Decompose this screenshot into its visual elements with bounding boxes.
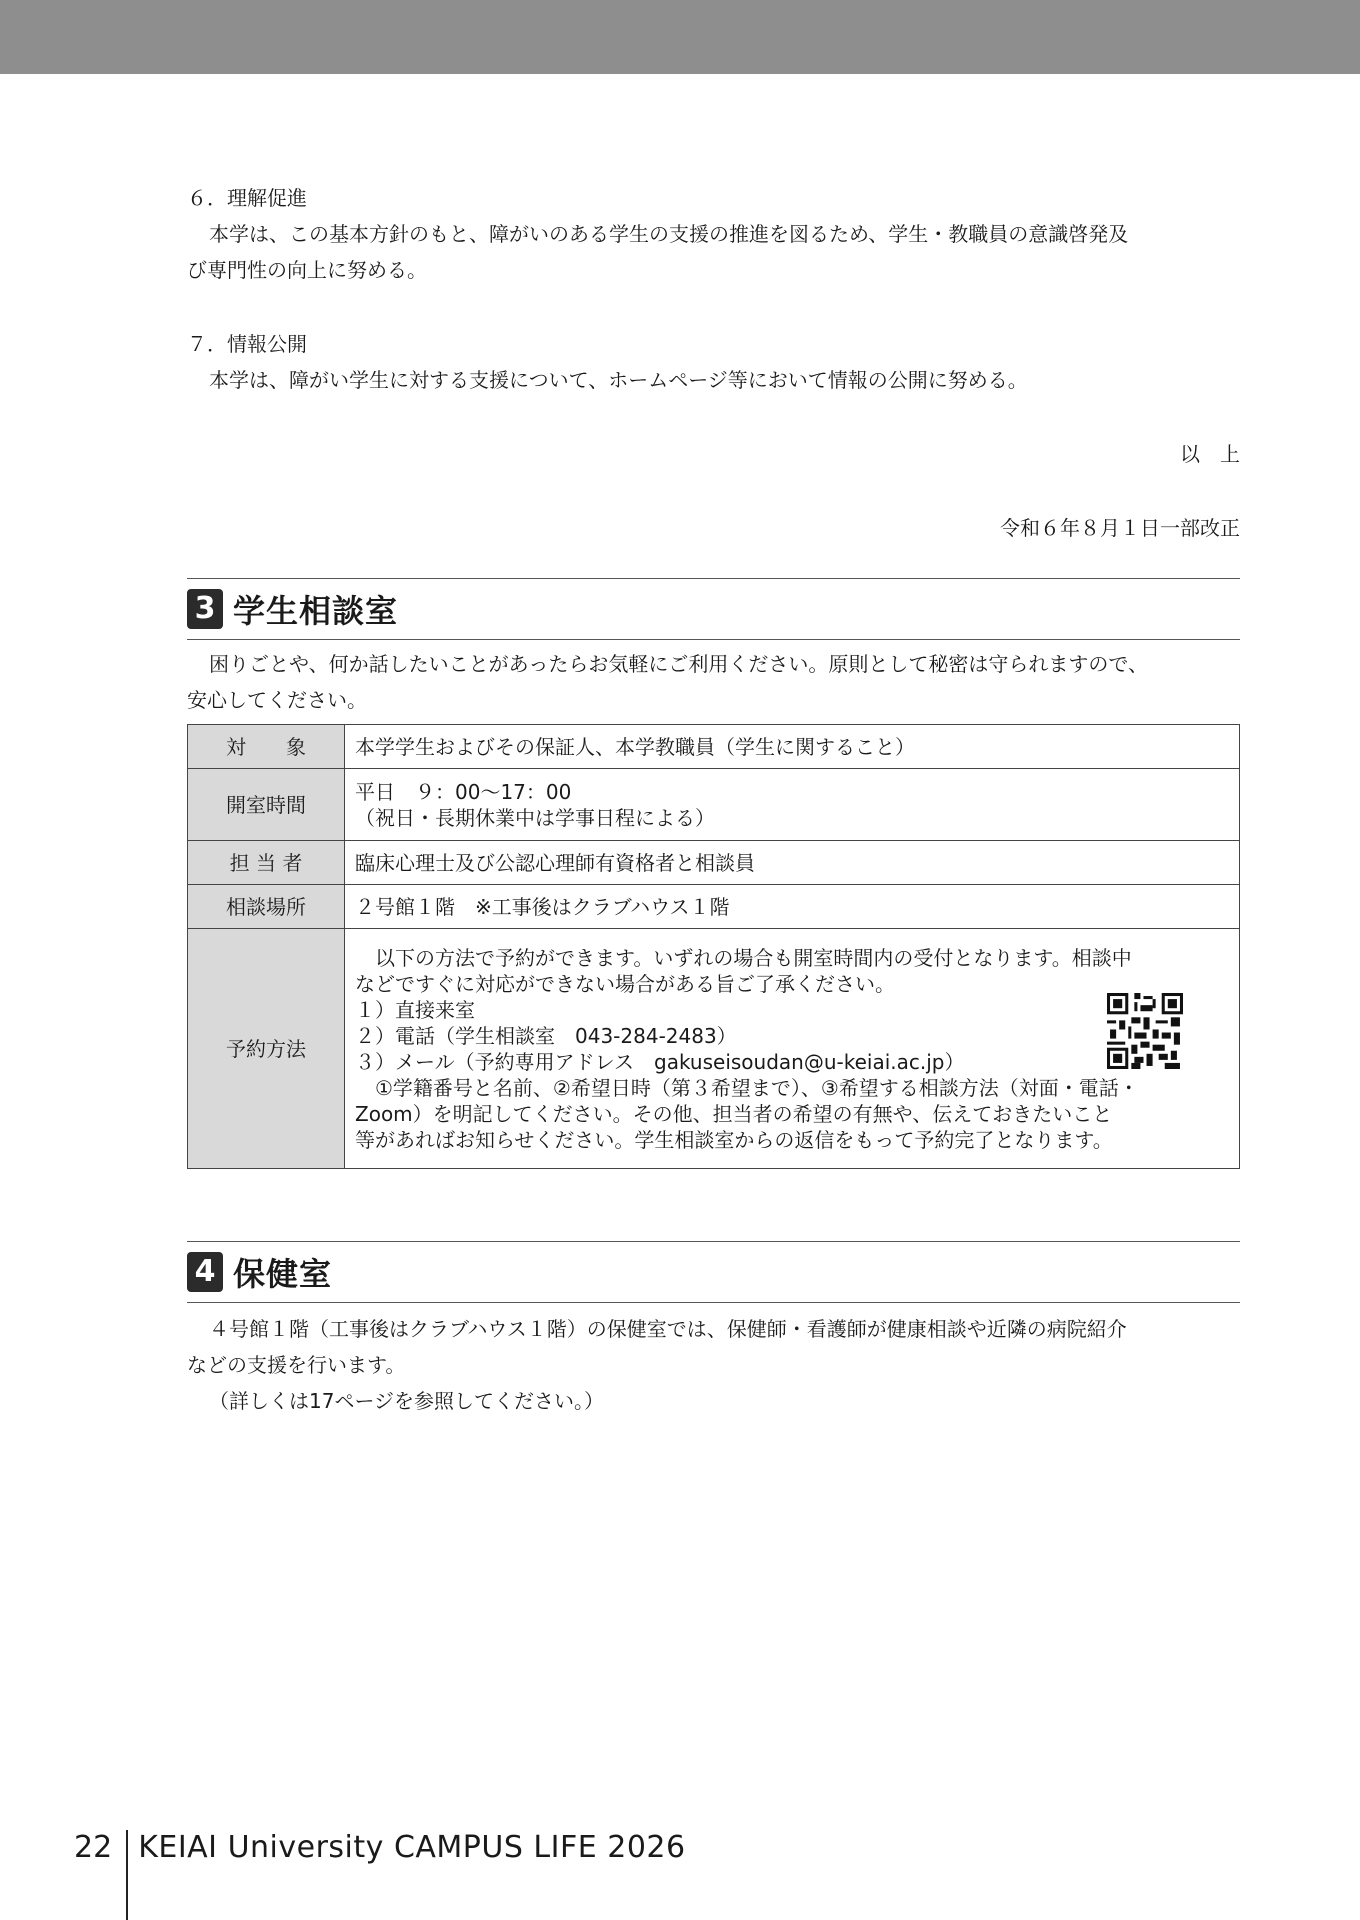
table-row <box>188 769 1240 841</box>
row-value-target: 本学学生およびその保証人、本学教職員（学生に関すること） <box>345 725 1240 769</box>
table-row <box>188 841 1240 885</box>
table-row <box>188 885 1240 929</box>
reserve-line: Zoom）を明記してください。その他、担当者の希望の有無や、伝えておきたいこと <box>355 1101 1113 1126</box>
counseling-info-table <box>187 724 1240 1169</box>
section-3-title: 学生相談室 <box>233 592 399 630</box>
s3-intro-2: 安心してください。 <box>187 688 367 712</box>
row-value-staff: 臨床心理士及び公認心理師有資格者と相談員 <box>345 841 1240 885</box>
section-4-header <box>187 1241 1240 1303</box>
reserve-line: 以下の方法で予約ができます。いずれの場合も開室時間内の受付となります。相談中 <box>355 945 1132 970</box>
footer-divider <box>126 1830 128 1920</box>
reserve-line: ２）電話（学生相談室 043-284-2483） <box>355 1023 737 1048</box>
reserve-line: 等があればお知らせください。学生相談室からの返信をもって予約完了となります。 <box>355 1127 1113 1152</box>
section-3-header <box>187 578 1240 640</box>
s4-line-2: などの支援を行います。 <box>187 1353 406 1377</box>
sec6-heading: ６．理解促進 <box>187 186 307 210</box>
row-label-reserve: 予約方法 <box>188 929 345 1169</box>
reserve-line: などですぐに対応ができない場合がある旨ご了承ください。 <box>355 971 895 996</box>
row-value-hours <box>345 769 1240 841</box>
row-value-place: ２号館１階 ※工事後はクラブハウス１階 <box>345 885 1240 929</box>
sec6-line-1: 本学は、この基本方針のもと、障がいのある学生の支援の推進を図るため、学生・教職員の意識啓発及 <box>209 222 1129 246</box>
hours-line-1: 平日 ９：00〜17：00 <box>355 779 572 804</box>
hours-line-2: （祝日・長期休業中は学事日程による） <box>355 805 715 830</box>
page-content <box>187 180 1240 1419</box>
table-row <box>188 929 1240 1169</box>
reserve-line: ３）メール（予約専用アドレス gakuseisoudan@u-keiai.ac.jp） <box>355 1049 965 1074</box>
closing-text: 以 上 <box>1180 442 1240 466</box>
top-banner <box>0 0 1360 74</box>
qr-code-icon <box>1107 993 1183 1069</box>
reserve-line: １）直接来室 <box>355 997 475 1022</box>
reserve-line: ①学籍番号と名前、②希望日時（第３希望まで）、③希望する相談方法（対面・電話・ <box>355 1075 1139 1100</box>
sec7-line: 本学は、障がい学生に対する支援について、ホームページ等において情報の公開に努める。 <box>209 368 1028 392</box>
section-4-title: 保健室 <box>233 1255 333 1293</box>
revision-date: 令和６年８月１日一部改正 <box>1000 516 1240 540</box>
s4-line-3: （詳しくは17ページを参照してください。） <box>209 1389 605 1413</box>
row-value-reserve <box>345 929 1240 1169</box>
s3-intro-1: 困りごとや、何か話したいことがあったらお気軽にご利用ください。原則として秘密は守られますので、 <box>209 652 1148 676</box>
section-3-number: 3 <box>187 589 223 629</box>
footer-title: KEIAI University CAMPUS LIFE 2026 <box>138 1830 686 1865</box>
row-label-place: 相談場所 <box>188 885 345 929</box>
row-label-staff: 担 当 者 <box>188 841 345 885</box>
sec6-line-2: び専門性の向上に努める。 <box>187 258 427 282</box>
page-footer <box>74 1830 686 1920</box>
row-label-hours: 開室時間 <box>188 769 345 841</box>
s4-line-1: ４号館１階（工事後はクラブハウス１階）の保健室では、保健師・看護師が健康相談や近隣の病院紹介 <box>209 1317 1127 1341</box>
sec7-heading: ７．情報公開 <box>187 332 307 356</box>
table-row <box>188 725 1240 769</box>
section-4-number: 4 <box>187 1252 223 1292</box>
page-number: 22 <box>74 1830 113 1865</box>
row-label-target: 対 象 <box>188 725 345 769</box>
